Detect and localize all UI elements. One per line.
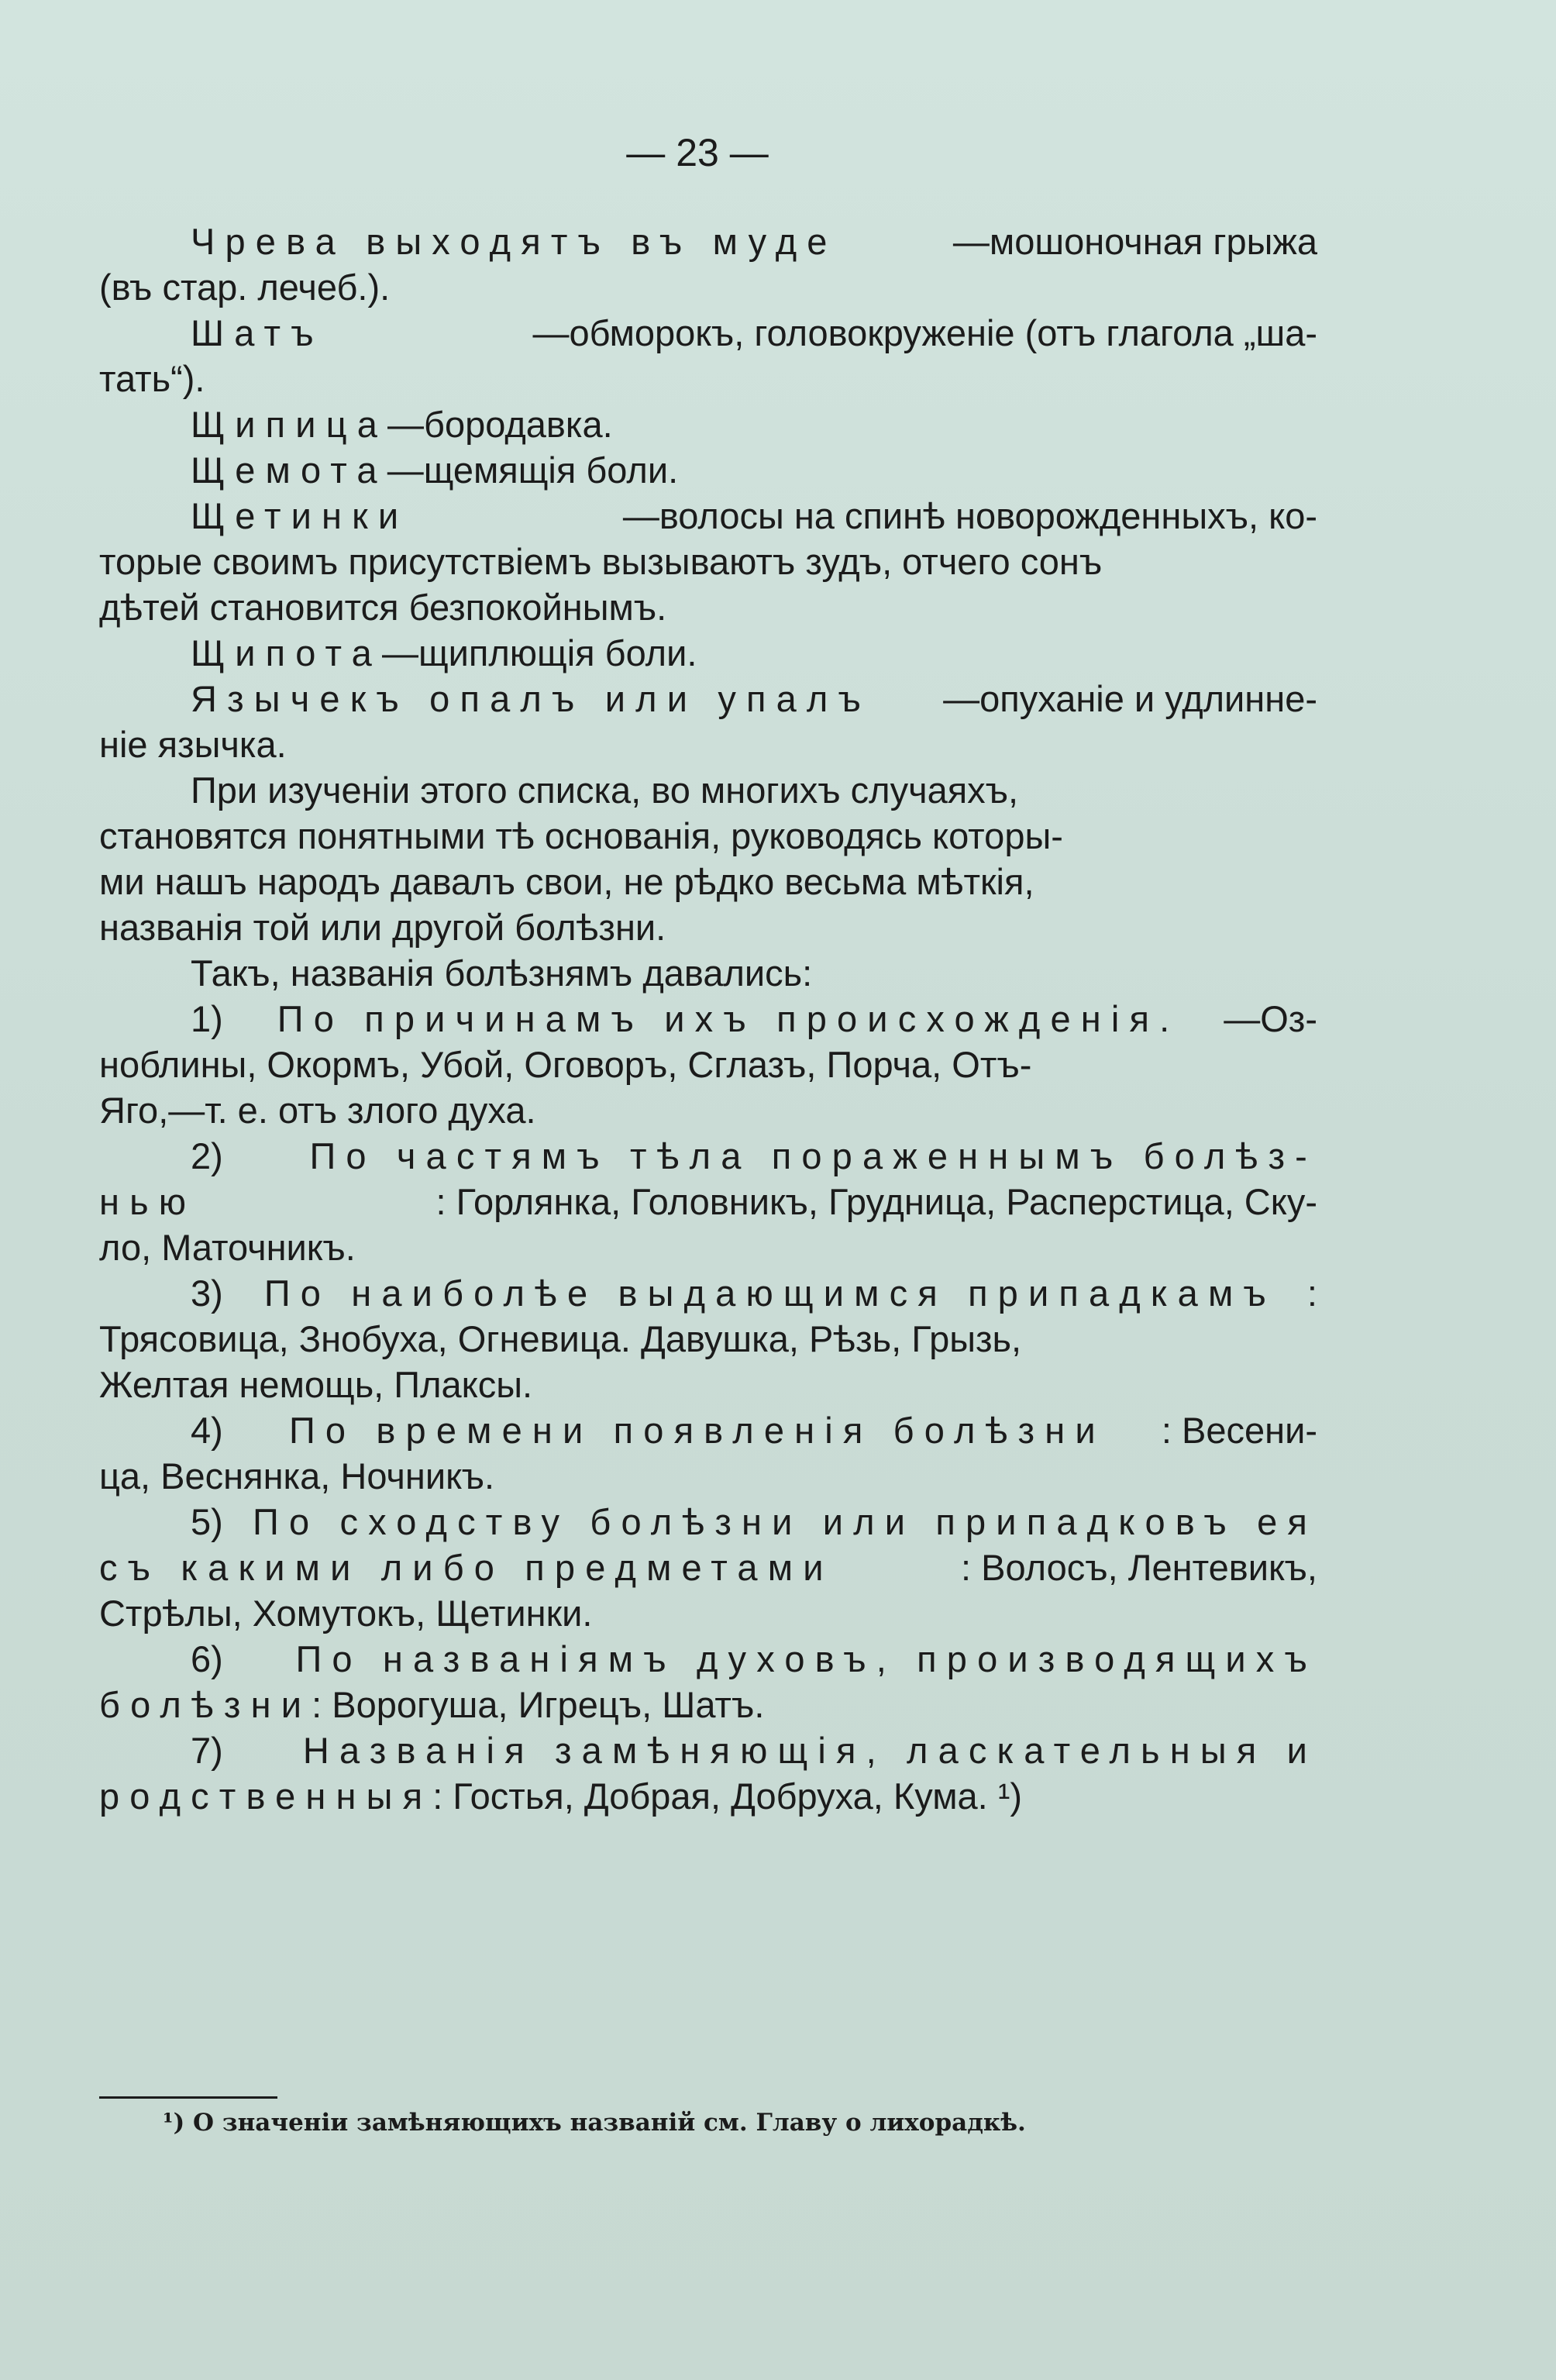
text-line: ми нашъ народъ давалъ свои, не рѣдко весьма мѣткія, — [99, 861, 1034, 902]
text-line: Трясовица, Знобуха, Огневица. Давушка, Рѣзь, Грызь, — [99, 1318, 1022, 1359]
text-line: Щетинки —волосы на спинѣ новорожденныхъ, ко- — [191, 495, 1317, 536]
text-line: 4) По времени появленія болѣзни : Весени- — [191, 1410, 1317, 1451]
text-line: нью : Горлянка, Головникъ, Грудница, Расперстица, Ску- — [99, 1181, 1317, 1222]
text-line: Такъ, названія болѣзнямъ давались: — [191, 952, 813, 994]
text-line: торые своимъ присутствіемъ вызываютъ зудъ, отчего сонъ — [99, 541, 1103, 582]
text-line: При изученіи этого списка, во многихъ случаяхъ, — [191, 770, 1019, 811]
text-line: Чрева выходятъ въ муде —мошоночная грыжа — [191, 221, 1317, 262]
text-line: тать“). — [99, 358, 205, 399]
text-line: 3) По наиболѣе выдающимся припадкамъ : — [191, 1273, 1317, 1314]
text-line: Щипица —бородавка. — [191, 404, 613, 445]
text-line: Шатъ —обморокъ, головокруженіе (отъ глагола „ша- — [191, 312, 1317, 353]
text-line: ноблины, Окормъ, Убой, Оговоръ, Сглазъ, Порча, Отъ- — [99, 1044, 1032, 1085]
footnote: ¹) О значеніи замѣняющихъ названій см. Главу о лихорадкѣ. — [163, 2109, 1026, 2137]
text-line: названія той или другой болѣзни. — [99, 907, 666, 948]
body-text — [99, 219, 1317, 1819]
text-line: Стрѣлы, Хомутокъ, Щетинки. — [99, 1593, 593, 1634]
text-line: съ какими либо предметами : Волосъ, Лентевикъ, — [99, 1547, 1317, 1588]
text-line: Щемота —щемящія боли. — [191, 449, 679, 491]
text-line: Язычекъ опалъ или упалъ —опуханіе и удлинне- — [191, 678, 1317, 719]
text-line: 2) По частямъ тѣла пораженнымъ болѣз- — [191, 1135, 1317, 1176]
text-line: ца, Веснянка, Ночникъ. — [99, 1455, 495, 1497]
text-line: становятся понятными тѣ основанія, руководясь которы- — [99, 815, 1063, 856]
text-line: ніе язычка. — [99, 724, 287, 765]
text-line: 6) По названіямъ духовъ, производящихъ — [191, 1638, 1317, 1679]
page-number: — 23 — — [626, 131, 769, 174]
text-line: родственныя : Гостья, Добрая, Добруха, Кума. ¹) — [99, 1776, 1023, 1817]
text-line: дѣтей становится безпокойнымъ. — [99, 587, 667, 628]
footnote-divider — [99, 2096, 277, 2099]
text-line: Яго,—т. е. отъ злого духа. — [99, 1090, 536, 1131]
text-line: (въ стар. лечеб.). — [99, 267, 391, 308]
text-line: ло, Маточникъ. — [99, 1227, 356, 1268]
text-line: 7) Названія замѣняющія, ласкательныя и — [191, 1730, 1317, 1771]
text-line: Желтая немощь, Плаксы. — [99, 1364, 533, 1405]
text-line: 5) По сходству болѣзни или припадковъ ея — [191, 1501, 1317, 1542]
text-line: болѣзни : Ворогуша, Игрецъ, Шатъ. — [99, 1684, 765, 1725]
text-line: 1) По причинамъ ихъ происхожденія. —Оз- — [191, 998, 1317, 1039]
text-line: Щипота —щиплющія боли. — [191, 632, 697, 673]
